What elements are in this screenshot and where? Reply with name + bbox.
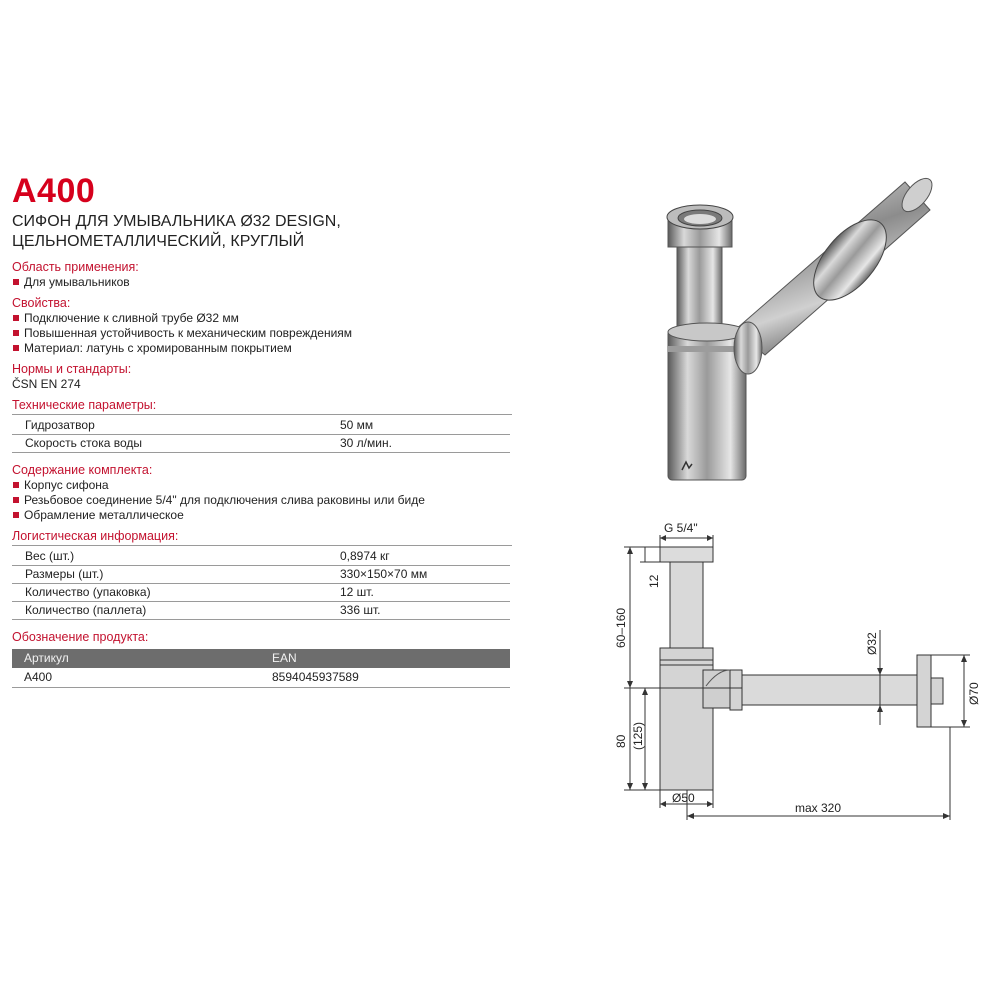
product-title-line1: СИФОН ДЛЯ УМЫВАЛЬНИКА Ø32 DESIGN, [12,213,341,230]
product-code: A400 [12,172,96,210]
standards-value: ČSN EN 274 [12,377,81,391]
contents-item: Обрамление металлическое [12,508,512,523]
designation-heading: Обозначение продукта: [12,630,149,644]
technical-heading: Технические параметры: [12,398,512,415]
logistics-label: Размеры (шт.) [12,566,340,584]
article-value: A400 [12,668,272,688]
logistics-value: 330×150×70 мм [340,566,510,584]
technical-drawing [600,510,990,830]
contents-item: Корпус сифона [12,478,512,493]
table-header-row [12,649,510,668]
dim-80: 80 [614,734,628,748]
dim-max320: max 320 [795,801,842,815]
ean-value: 8594045937589 [272,668,510,688]
properties-heading: Свойства: [12,296,71,310]
dim-12: 12 [647,574,661,588]
table-row [12,668,510,688]
table-row [12,602,510,620]
logistics-value: 336 шт. [340,602,510,620]
property-item: Подключение к сливной трубе Ø32 мм [12,311,512,326]
col-ean: EAN [272,649,510,668]
col-article: Артикул [12,649,272,668]
spec-panel [12,172,512,688]
technical-value: 50 мм [340,417,510,435]
standards-heading: Нормы и стандарты: [12,362,132,376]
table-row [12,548,510,566]
dim-60-160: 60–160 [614,607,628,648]
property-item: Материал: латунь с хромированным покрытием [12,341,512,356]
property-item: Повышенная устойчивость к механическим повреждениям [12,326,512,341]
product-title-line2: ЦЕЛЬНОМЕТАЛЛИЧЕСКИЙ, КРУГЛЫЙ [12,233,305,250]
table-row [12,435,510,453]
logistics-label: Вес (шт.) [12,548,340,566]
product-photo [640,170,960,500]
technical-value: 30 л/мин. [340,435,510,453]
technical-table [12,417,510,453]
technical-label: Скорость стока воды [12,435,340,453]
logistics-value: 12 шт. [340,584,510,602]
application-item: Для умывальников [12,275,512,290]
dim-d32: Ø32 [865,632,879,655]
table-row [12,566,510,584]
contents-item: Резьбовое соединение 5/4" для подключения слива раковины или биде [12,493,512,508]
logistics-value: 0,8974 кг [340,548,510,566]
application-heading: Область применения: [12,260,139,274]
dim-thread: G 5/4" [664,521,698,535]
technical-label: Гидрозатвор [12,417,340,435]
dim-125: (125) [631,721,645,750]
table-row [12,417,510,435]
designation-table [12,649,510,688]
logistics-label: Количество (упаковка) [12,584,340,602]
table-row [12,584,510,602]
dim-d70: Ø70 [967,682,981,705]
logistics-heading: Логистическая информация: [12,529,512,546]
logistics-table [12,548,510,620]
dim-d50: Ø50 [672,791,695,805]
logistics-label: Количество (паллета) [12,602,340,620]
contents-heading: Содержание комплекта: [12,463,153,477]
